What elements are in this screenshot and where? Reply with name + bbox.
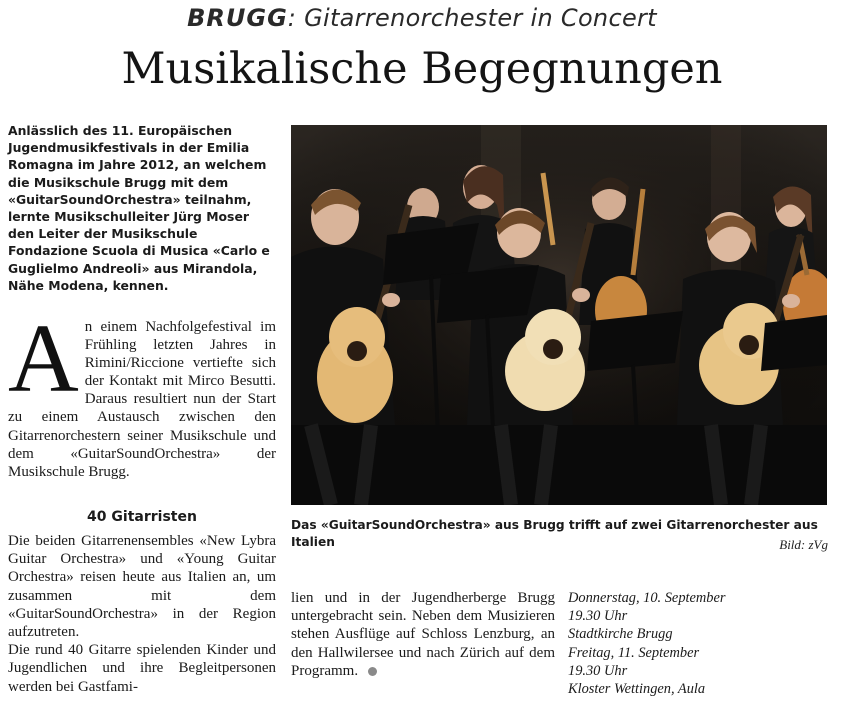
- body-column-middle: [291, 589, 555, 680]
- orchestra-photo: [291, 125, 827, 505]
- kicker-place: BRUGG: [187, 4, 288, 32]
- event-dates: [568, 589, 838, 698]
- date-line: Freitag, 11. September: [568, 644, 700, 661]
- body-paragraph: Die beiden Gitarrenensembles «New Lybra Guitar Orchestra» und «Young Guitar Orchestra» reisen heute aus Italien an, um zusammen mit dem «GuitarSoundOrchestra» in der Region aufzutreten.: [8, 533, 276, 641]
- time-line: 19.30 Uhr: [568, 662, 628, 679]
- lead-paragraph: Anlässlich des 11. Europäischen Jugendmusikfestivals in der Emilia Romagna im Jahre 2012, an welchem die Musikschule Brugg mit dem «GuitarSoundOrchestra» teilnahm, lernte Musikschulleiter Jürg Moser den Leiter der Musikschule Fondazione Scuola di Musica «Carlo e Guglielmo Andreoli» aus Mirandola, Nähe Modena, kennen.: [8, 123, 270, 293]
- date-line: Donnerstag, 10. September: [568, 590, 726, 606]
- kicker-topic: : Gitarrenorchester in Concert: [287, 4, 657, 32]
- subheading: 40 Gitarristen: [87, 509, 197, 525]
- body-intro-text: n einem Nachfolgefestival im Frühling letzten Jahres in Rimini/Riccione vertiefte sich der Kontakt mit Mirco Besutti. Daraus resultiert nun der Start zu einem Austausch zwischen den Gitarrenorchestern seiner Musikschule und dem «GuitarSoundOrchestra» der Musikschule Brugg.: [8, 319, 276, 480]
- body-paragraph: Die rund 40 Gitarre spielenden Kinder und Jugendlichen und ihre Begleitpersonen werden bei Gastfami-: [8, 642, 276, 695]
- venue-line: Stadtkirche Brugg: [568, 626, 673, 643]
- venue-line: Kloster Wettingen, Aula: [568, 681, 706, 698]
- kicker: [0, 4, 844, 32]
- body-column-left: [8, 532, 276, 696]
- body-paragraph-text: lien und in der Jugendherberge Brugg untergebracht sein. Neben dem Musizieren stehen Ausflüge auf Schloss Lenzburg, an den Hallwilersee und nach Zürich auf dem Programm.: [291, 590, 555, 679]
- time-line: 19.30 Uhr: [568, 608, 628, 625]
- body-paragraph: [291, 589, 555, 680]
- body-paragraph-intro: [8, 305, 276, 481]
- photo-caption: Das «GuitarSoundOrchestra» aus Brugg trifft auf zwei Gitarrenorchester aus Italien: [291, 518, 818, 549]
- photo-credit: Bild: zVg: [779, 537, 828, 552]
- drop-cap: A: [8, 305, 79, 413]
- end-mark-icon: [368, 667, 377, 676]
- headline: Musikalische Begegnungen: [121, 44, 723, 94]
